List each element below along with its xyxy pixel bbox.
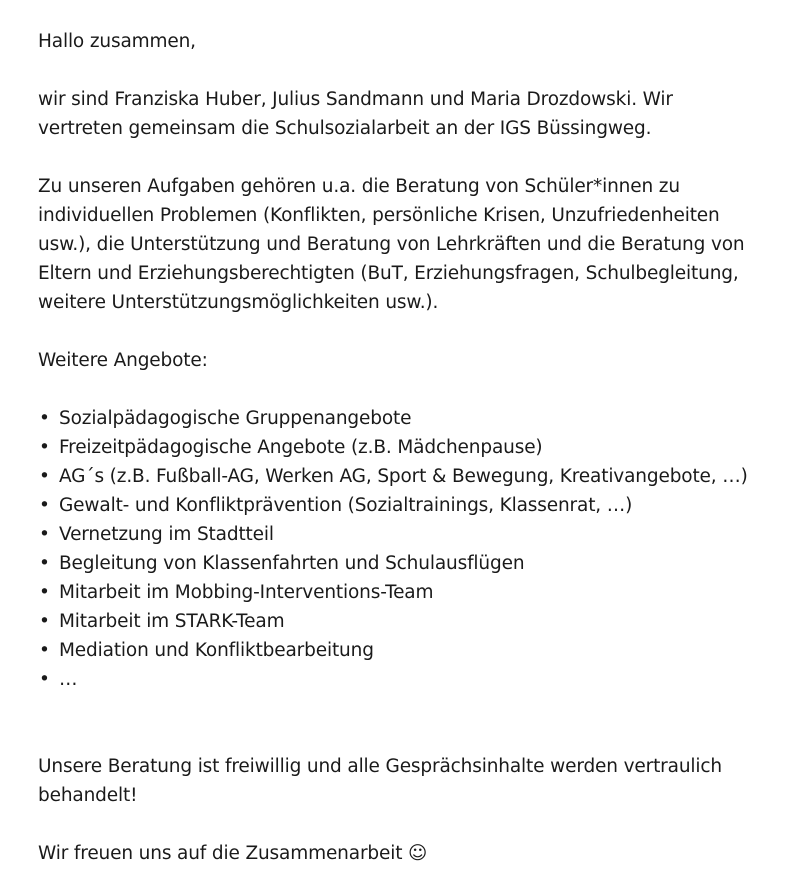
tasks-line: Zu unseren Aufgaben gehören u.a. die Beratung von Schüler*innen zu: [38, 176, 680, 197]
list-item: [38, 520, 778, 549]
list-item: [38, 636, 778, 665]
list-item-text: Begleitung von Klassenfahrten und Schulausflügen: [59, 553, 525, 574]
paragraph-spacer: [38, 317, 778, 346]
tasks-line: individuellen Problemen (Konflikten, persönliche Krisen, Unzufriedenheiten: [38, 205, 720, 226]
confidentiality-paragraph: [38, 752, 778, 810]
intro-paragraph: [38, 85, 778, 143]
list-item-text: Mitarbeit im Mobbing-Interventions-Team: [59, 582, 434, 603]
list-item: [38, 549, 778, 578]
greeting: Hallo zusammen,: [38, 31, 196, 52]
paragraph-spacer: [38, 375, 778, 404]
confidentiality-line: Unsere Beratung ist freiwillig und alle Gesprächsinhalte werden vertraulich: [38, 756, 722, 777]
bullet-icon: •: [39, 524, 50, 545]
list-item: [38, 491, 778, 520]
bullet-icon: •: [39, 611, 50, 632]
paragraph-spacer: [38, 143, 778, 172]
letter-document: [38, 27, 778, 868]
list-item: [38, 665, 778, 694]
list-item: [38, 462, 778, 491]
paragraph-spacer: [38, 810, 778, 839]
closing-line: Wir freuen uns auf die Zusammenarbeit ☺: [38, 843, 428, 864]
tasks-line: usw.), die Unterstützung und Beratung von Lehrkräften und die Beratung von: [38, 234, 745, 255]
list-item-text: …: [59, 669, 78, 690]
list-item-text: Freizeitpädagogische Angebote (z.B. Mädchenpause): [59, 437, 543, 458]
list-item-text: AG´s (z.B. Fußball-AG, Werken AG, Sport & Bewegung, Kreativangebote, …): [59, 466, 748, 487]
paragraph-spacer: [38, 694, 778, 752]
list-item: [38, 433, 778, 462]
list-item: [38, 404, 778, 433]
intro-line: wir sind Franziska Huber, Julius Sandmann und Maria Drozdowski. Wir: [38, 89, 673, 110]
list-item-text: Vernetzung im Stadtteil: [59, 524, 274, 545]
list-item-text: Sozialpädagogische Gruppenangebote: [59, 408, 412, 429]
list-item-text: Mediation und Konfliktbearbeitung: [59, 640, 374, 661]
list-item-text: Gewalt- und Konfliktprävention (Sozialtrainings, Klassenrat, …): [59, 495, 633, 516]
bullet-icon: •: [39, 408, 50, 429]
tasks-line: Eltern und Erziehungsberechtigten (BuT, Erziehungsfragen, Schulbegleitung,: [38, 263, 739, 284]
list-item: [38, 607, 778, 636]
bullet-icon: •: [39, 466, 50, 487]
tasks-paragraph: [38, 172, 778, 317]
bullet-icon: •: [39, 495, 50, 516]
bullet-icon: •: [39, 669, 50, 690]
intro-line: vertreten gemeinsam die Schulsozialarbeit an der IGS Büssingweg.: [38, 118, 652, 139]
paragraph-spacer: [38, 56, 778, 85]
offers-heading: Weitere Angebote:: [38, 350, 208, 371]
offers-list: [38, 404, 778, 694]
list-item-text: Mitarbeit im STARK-Team: [59, 611, 285, 632]
list-item: [38, 578, 778, 607]
bullet-icon: •: [39, 553, 50, 574]
bullet-icon: •: [39, 437, 50, 458]
tasks-line: weitere Unterstützungsmöglichkeiten usw.).: [38, 292, 439, 313]
bullet-icon: •: [39, 640, 50, 661]
bullet-icon: •: [39, 582, 50, 603]
confidentiality-line: behandelt!: [38, 785, 138, 806]
